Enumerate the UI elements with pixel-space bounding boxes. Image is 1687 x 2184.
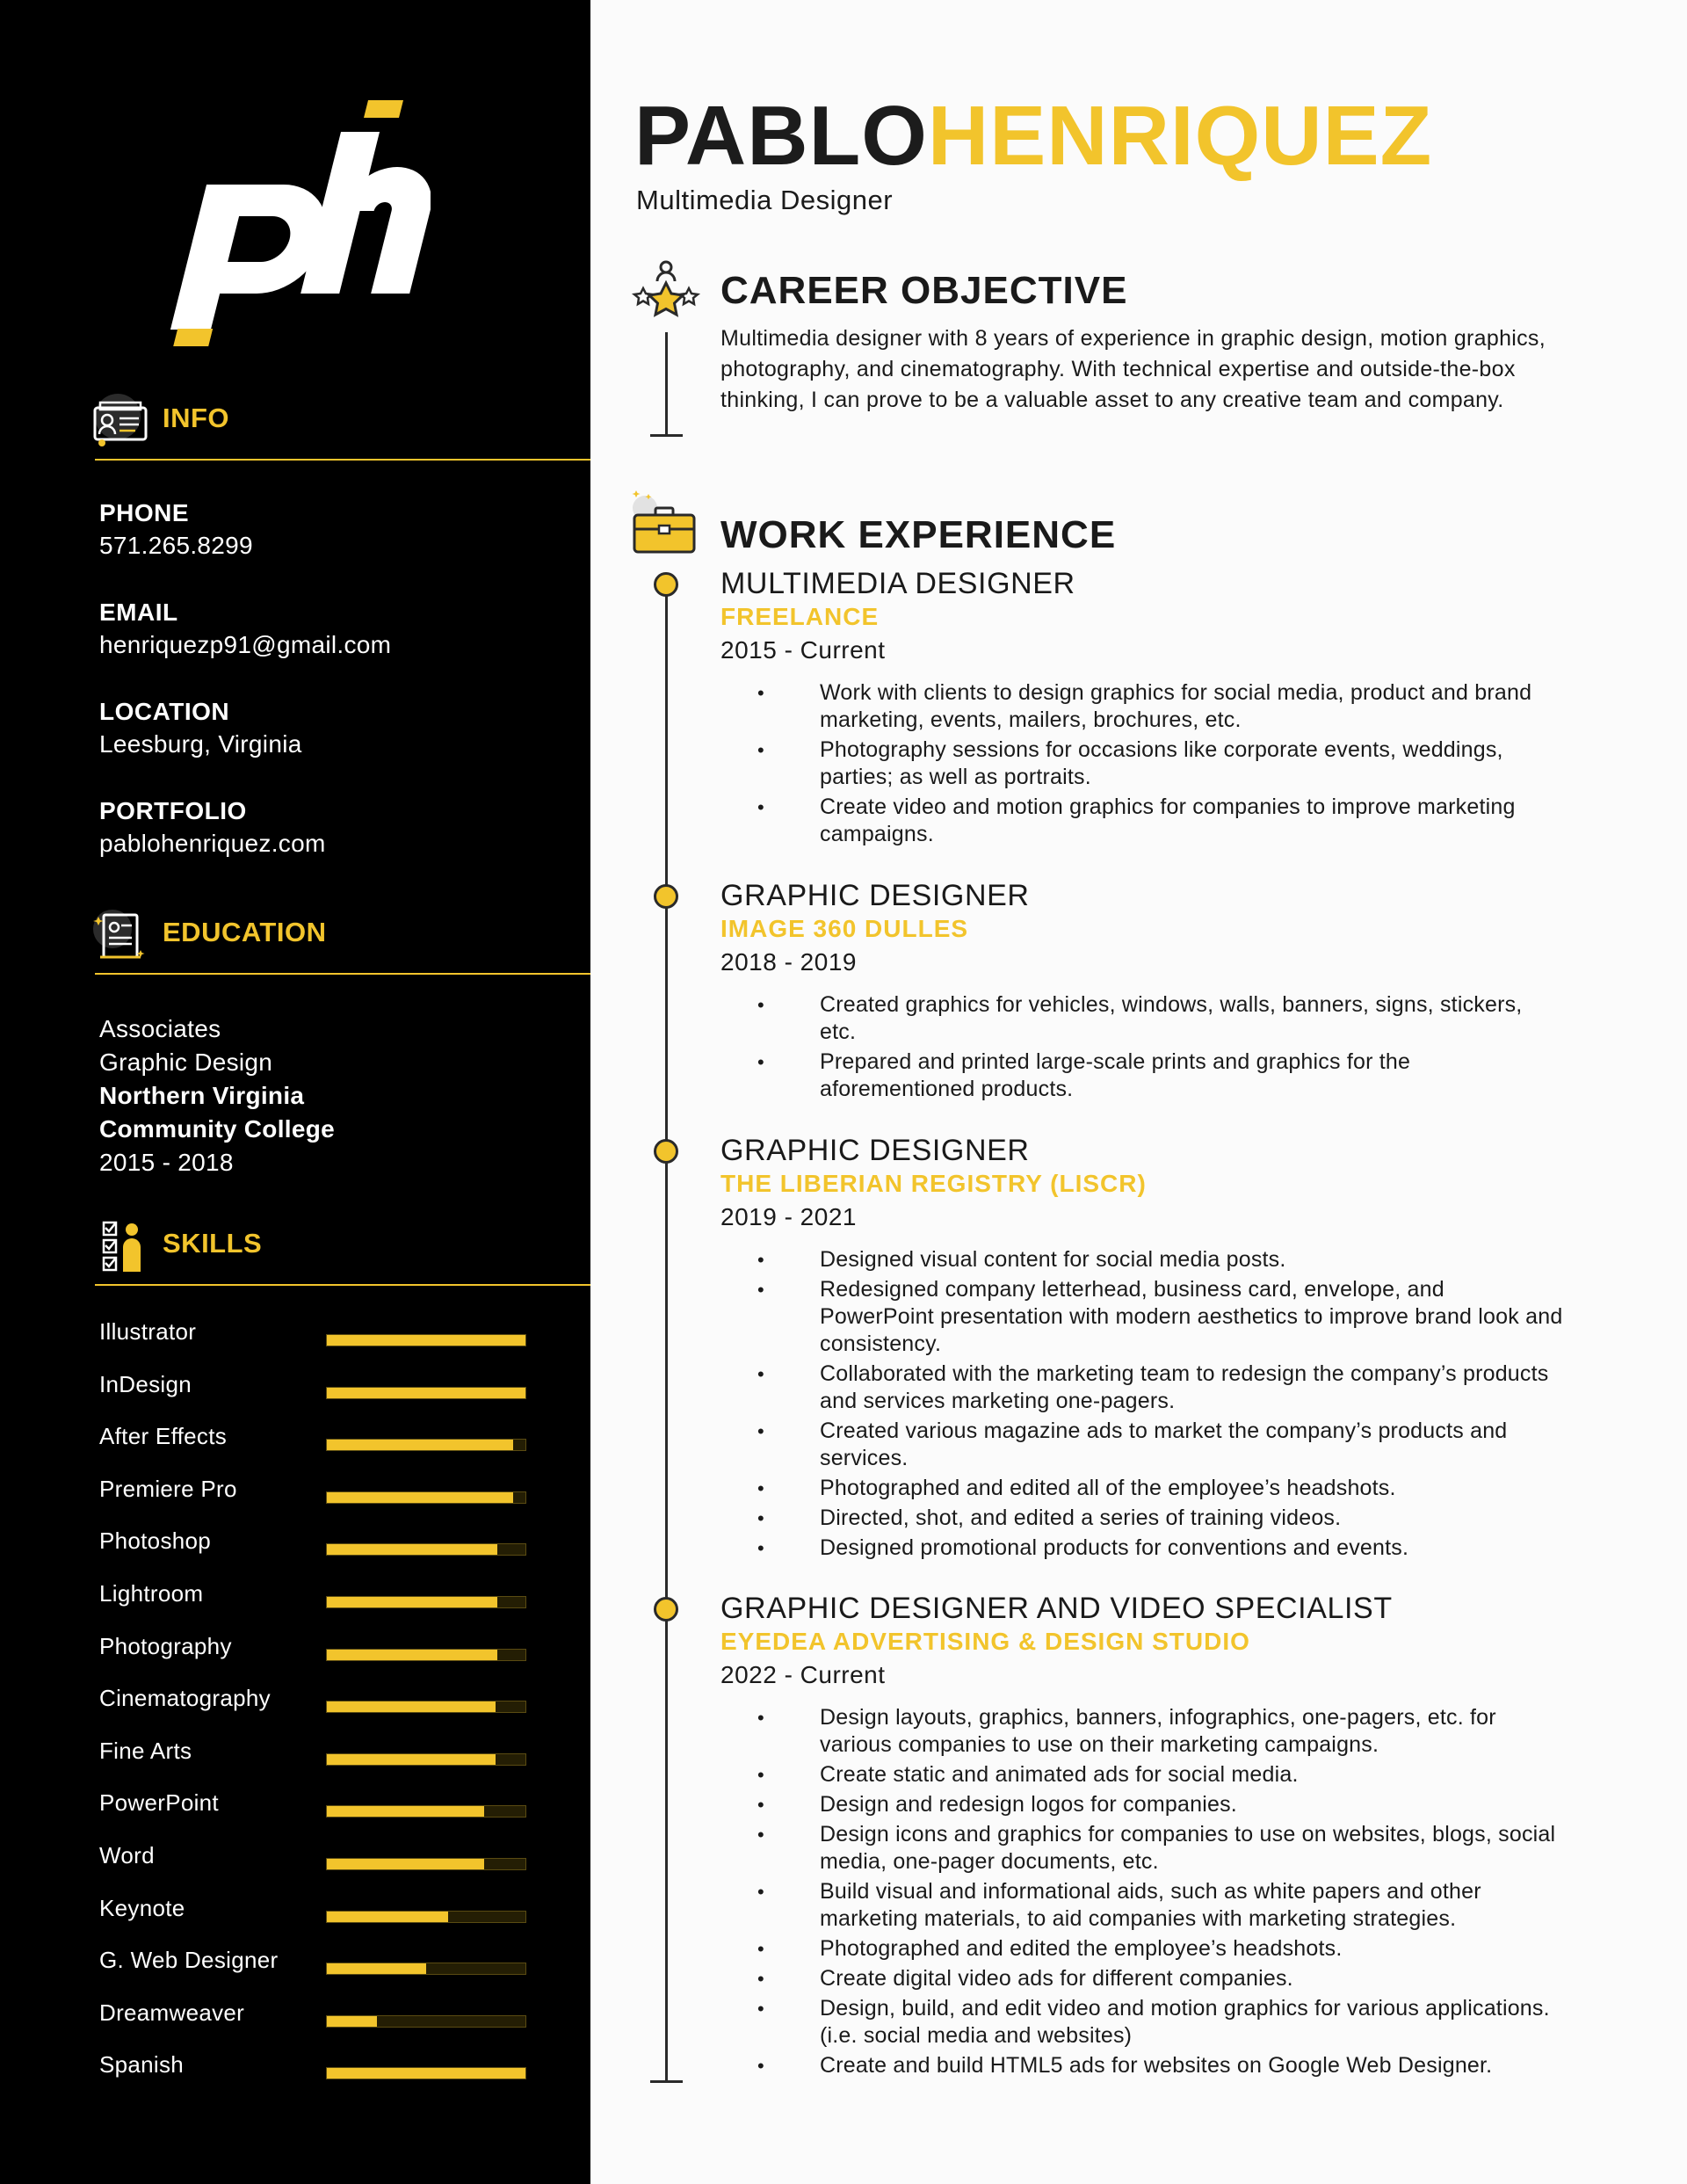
job-bullet: • Photographed and edited all of the employee’s headshots. <box>720 1475 1582 1502</box>
skills-divider <box>95 1284 590 1286</box>
education-divider <box>95 973 590 975</box>
briefcase-icon <box>629 489 699 559</box>
skill-name: Cinematography <box>99 1685 271 1712</box>
skill-row <box>99 1842 539 1895</box>
job-bullet: • Photographed and edited the employee’s headshots. <box>720 1935 1582 1963</box>
skill-level-fill <box>327 1701 496 1712</box>
location-label: LOCATION <box>99 698 230 725</box>
timeline-dot <box>654 1139 678 1164</box>
info-section <box>0 388 590 450</box>
education-details <box>99 1012 335 1179</box>
education-school-line2: Community College <box>99 1115 336 1143</box>
skill-level-bar <box>326 2015 526 2028</box>
education-degree: Associates <box>99 1015 221 1042</box>
skill-level-bar <box>326 1596 526 1608</box>
skill-row <box>99 1423 539 1476</box>
objective-timeline-line <box>665 332 668 436</box>
skill-row <box>99 1318 539 1371</box>
skill-level-bar <box>326 1963 526 1975</box>
education-field: Graphic Design <box>99 1048 273 1076</box>
skills-heading-row <box>0 1214 590 1275</box>
job-bullets <box>720 1246 1582 1562</box>
skill-row <box>99 1789 539 1842</box>
skills-heading: SKILLS <box>163 1228 263 1259</box>
job-bullet: • Build visual and informational aids, such as white papers and other marketing materials, to aid companies with marketing strategies. <box>720 1878 1582 1933</box>
job-bullet: • Created graphics for vehicles, windows, walls, banners, signs, stickers, etc. <box>720 991 1582 1046</box>
job-title: GRAPHIC DESIGNER <box>720 879 1030 912</box>
phone-block <box>99 497 253 562</box>
skill-name: Photography <box>99 1632 232 1659</box>
career-objective-heading: CAREER OBJECTIVE <box>720 269 1128 312</box>
job-entry <box>720 879 1582 1106</box>
email-value[interactable]: henriquezp91@gmail.com <box>99 631 392 658</box>
job-company: EYEDEA ADVERTISING & DESIGN STUDIO <box>720 1628 1250 1655</box>
timeline-dot <box>654 1597 678 1622</box>
skill-name: Fine Arts <box>99 1737 192 1764</box>
job-dates: 2018 - 2019 <box>720 948 857 976</box>
career-objective-text: Multimedia designer with 8 years of experience in graphic design, motion graphics, photography, and cinematography. With technical expertise and outside-the-box thinking, I can prove to be a valuable asset to any creative team and company. <box>720 326 1546 412</box>
skill-name: Word <box>99 1841 155 1868</box>
skill-name: G. Web Designer <box>99 1947 279 1974</box>
skill-level-fill <box>327 1440 513 1450</box>
job-bullet: • Create static and animated ads for social media. <box>720 1761 1582 1789</box>
objective-timeline-cap <box>650 434 683 437</box>
skill-name: Premiere Pro <box>99 1475 237 1502</box>
job-bullet: • Designed promotional products for conventions and events. <box>720 1535 1582 1562</box>
job-bullet: • Design, build, and edit video and motion graphics for various applications. (i.e. social media and websites) <box>720 1995 1582 2050</box>
skill-row <box>99 1947 539 1999</box>
skill-level-fill <box>327 1754 496 1765</box>
skill-row <box>99 1476 539 1528</box>
skill-row <box>99 1895 539 1948</box>
job-entry <box>720 1592 1582 2082</box>
phone-label: PHONE <box>99 499 190 526</box>
job-bullet: • Work with clients to design graphics for social media, product and brand marketing, events, mailers, brochures, etc. <box>720 679 1582 734</box>
education-section <box>0 903 590 964</box>
skill-level-bar <box>326 1334 526 1346</box>
skill-name: Illustrator <box>99 1318 197 1345</box>
job-bullet: • Create video and motion graphics for companies to improve marketing campaigns. <box>720 794 1582 848</box>
job-title: GRAPHIC DESIGNER <box>720 1134 1030 1167</box>
job-title: MULTIMEDIA DESIGNER <box>720 567 1075 600</box>
skill-name: Spanish <box>99 2051 185 2079</box>
skill-level-fill <box>327 1650 497 1660</box>
skill-level-bar <box>326 1701 526 1713</box>
sidebar <box>0 0 590 2184</box>
job-subtitle: Multimedia Designer <box>636 185 894 215</box>
skill-row <box>99 1371 539 1424</box>
skill-row <box>99 1999 539 2052</box>
skill-row <box>99 1633 539 1686</box>
job-bullet: • Created various magazine ads to market the company’s products and services. <box>720 1418 1582 1472</box>
skill-name: InDesign <box>99 1370 192 1397</box>
skill-name: Photoshop <box>99 1527 212 1555</box>
timeline-dot <box>654 884 678 909</box>
job-entry <box>720 567 1582 851</box>
skill-name: Dreamweaver <box>99 1999 245 2026</box>
job-bullet: • Create digital video ads for different companies. <box>720 1965 1582 1992</box>
skill-level-fill <box>327 2016 377 2027</box>
education-heading: EDUCATION <box>163 917 327 947</box>
info-heading-row <box>0 388 590 450</box>
job-bullet: • Prepared and printed large-scale prints and graphics for the aforementioned products. <box>720 1048 1582 1103</box>
skill-name: PowerPoint <box>99 1789 219 1817</box>
skill-level-bar <box>326 1753 526 1766</box>
skill-name: Keynote <box>99 1894 185 1921</box>
skill-level-fill <box>327 1335 525 1346</box>
diploma-icon <box>91 906 149 964</box>
info-heading: INFO <box>163 403 230 433</box>
skill-level-bar <box>326 1911 526 1923</box>
job-dates: 2022 - Current <box>720 1661 886 1688</box>
location-block <box>99 696 302 761</box>
skill-name: Lightroom <box>99 1579 204 1607</box>
skill-name: After Effects <box>99 1423 228 1450</box>
skill-level-fill <box>327 1492 513 1503</box>
skill-row <box>99 1738 539 1790</box>
skill-row <box>99 1580 539 1633</box>
skill-level-fill <box>327 2068 525 2079</box>
career-star-icon <box>631 257 701 327</box>
education-school-line1: Northern Virginia <box>99 1082 305 1109</box>
work-experience-heading: WORK EXPERIENCE <box>720 513 1117 556</box>
experience-timeline-cap <box>650 2080 683 2083</box>
skill-level-fill <box>327 1597 497 1607</box>
job-bullet: • Design icons and graphics for companies to use on websites, blogs, social media, one-pager documents, etc. <box>720 1821 1582 1876</box>
skill-level-bar <box>326 2067 526 2079</box>
skill-level-bar <box>326 1805 526 1818</box>
skill-level-bar <box>326 1858 526 1870</box>
skill-level-bar <box>326 1439 526 1451</box>
skills-list <box>99 1318 539 2104</box>
job-entry <box>720 1134 1582 1564</box>
job-bullet: • Design layouts, graphics, banners, infographics, one-pagers, etc. for various companies to use on their marketing campaigns. <box>720 1704 1582 1759</box>
job-dates: 2019 - 2021 <box>720 1203 857 1230</box>
skill-row <box>99 1527 539 1580</box>
job-company: THE LIBERIAN REGISTRY (LISCR) <box>720 1170 1147 1197</box>
portfolio-label: PORTFOLIO <box>99 797 247 824</box>
job-bullets <box>720 1704 1582 2079</box>
first-name: PABLO <box>634 89 928 183</box>
info-divider <box>95 459 590 461</box>
job-title: GRAPHIC DESIGNER AND VIDEO SPECIALIST <box>720 1592 1393 1625</box>
skill-level-fill <box>327 1388 525 1398</box>
last-name: HENRIQUEZ <box>927 89 1433 183</box>
skill-level-fill <box>327 1912 448 1922</box>
skills-checklist-icon <box>91 1217 149 1275</box>
education-years: 2015 - 2018 <box>99 1149 234 1176</box>
job-bullet: • Directed, shot, and edited a series of training videos. <box>720 1505 1582 1532</box>
skill-level-bar <box>326 1491 526 1504</box>
email-block <box>99 597 391 662</box>
timeline-dot <box>654 572 678 597</box>
job-bullet: • Create and build HTML5 ads for websites on Google Web Designer. <box>720 2052 1582 2079</box>
job-company: IMAGE 360 DULLES <box>720 915 969 942</box>
job-dates: 2015 - Current <box>720 636 886 664</box>
location-value: Leesburg, Virginia <box>99 730 302 758</box>
portfolio-block <box>99 795 326 860</box>
education-heading-row <box>0 903 590 964</box>
email-label: EMAIL <box>99 599 178 626</box>
skill-level-fill <box>327 1806 484 1817</box>
phone-value: 571.265.8299 <box>99 532 253 559</box>
job-bullet: • Design and redesign logos for companies. <box>720 1791 1582 1818</box>
skill-level-fill <box>327 1859 484 1869</box>
skill-row <box>99 2051 539 2104</box>
ph-logo <box>167 97 431 352</box>
skills-section <box>0 1214 590 1275</box>
job-bullets <box>720 991 1582 1103</box>
job-company: FREELANCE <box>720 603 880 630</box>
job-bullet: • Redesigned company letterhead, business card, envelope, and PowerPoint presentation with modern aesthetics to improve brand look and consistency. <box>720 1276 1582 1358</box>
skill-level-bar <box>326 1543 526 1556</box>
full-name <box>634 88 1432 185</box>
portfolio-value[interactable]: pablohenriquez.com <box>99 830 326 857</box>
job-bullet: • Photography sessions for occasions like corporate events, weddings, parties; as well as portraits. <box>720 736 1582 791</box>
job-bullet: • Collaborated with the marketing team to redesign the company’s products and services marketing one-pagers. <box>720 1360 1582 1415</box>
job-bullets <box>720 679 1582 848</box>
skill-level-fill <box>327 1544 497 1555</box>
skill-level-fill <box>327 1963 426 1974</box>
skill-level-bar <box>326 1649 526 1661</box>
job-bullet: • Designed visual content for social media posts. <box>720 1246 1582 1273</box>
skill-level-bar <box>326 1387 526 1399</box>
experience-timeline-line <box>665 580 668 2082</box>
skill-row <box>99 1685 539 1738</box>
contact-card-icon <box>91 392 149 450</box>
